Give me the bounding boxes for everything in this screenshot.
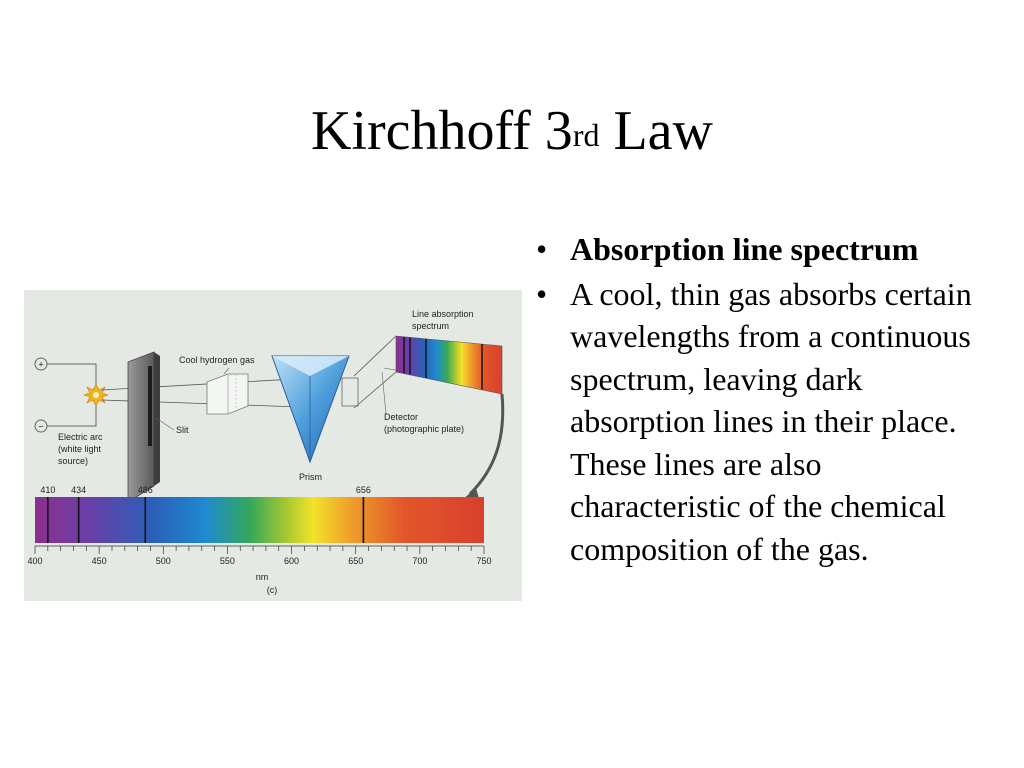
tick-label: 400: [27, 556, 43, 566]
line-absorption-label-1: Line absorption: [412, 309, 474, 319]
gas-label: Cool hydrogen gas: [179, 355, 255, 365]
line-label: 434: [71, 485, 87, 495]
title-main: Kirchhoff 3: [311, 100, 573, 162]
tick-label: 700: [412, 556, 428, 566]
line-absorption-label-2: spectrum: [412, 321, 450, 331]
slit-label: Slit: [176, 425, 189, 435]
tick-label: 750: [476, 556, 492, 566]
source-label-3: source): [58, 456, 89, 466]
bullet-text-2: A cool, thin gas absorbs certain wavelengths from a continuous spectrum, leaving dark absorption lines in their place. These lines are also characteristic of the chemical composition of the gas.: [570, 275, 972, 567]
source-label-2: (white light: [58, 444, 102, 454]
bullet-dot: •: [536, 231, 548, 267]
tick-label: 650: [348, 556, 364, 566]
bullet-item-1: [536, 228, 996, 271]
axis-unit-label: nm: [255, 572, 269, 582]
plus-label: +: [38, 359, 44, 370]
slide-title: [0, 98, 1024, 164]
arc-core: [93, 392, 99, 398]
title-superscript: rd: [572, 117, 600, 153]
prism-label: Prism: [299, 472, 322, 482]
tick-label: 600: [284, 556, 300, 566]
tick-label: 450: [91, 556, 107, 566]
bullet-text-1: Absorption line spectrum: [570, 231, 919, 267]
source-label-1: Electric arc: [58, 432, 103, 442]
detector-label-2: (photographic plate): [384, 424, 465, 434]
tick-label: 550: [219, 556, 235, 566]
absorption-spectrum-band: [35, 497, 484, 543]
minus-label: −: [38, 421, 44, 432]
bullet-dot: •: [536, 275, 548, 312]
title-tail: Law: [599, 100, 713, 162]
bullet-list: [536, 228, 996, 572]
absorption-spectrum-figure: [24, 290, 522, 601]
line-label: 656: [355, 485, 371, 495]
line-label: 486: [137, 485, 153, 495]
detector-label-1: Detector: [384, 412, 419, 422]
panel-label: (c): [266, 585, 278, 595]
tick-label: 500: [155, 556, 171, 566]
bullet-item-2: [536, 273, 996, 571]
line-label: 410: [40, 485, 56, 495]
figure-svg: [24, 290, 522, 601]
slit-opening: [148, 366, 152, 446]
